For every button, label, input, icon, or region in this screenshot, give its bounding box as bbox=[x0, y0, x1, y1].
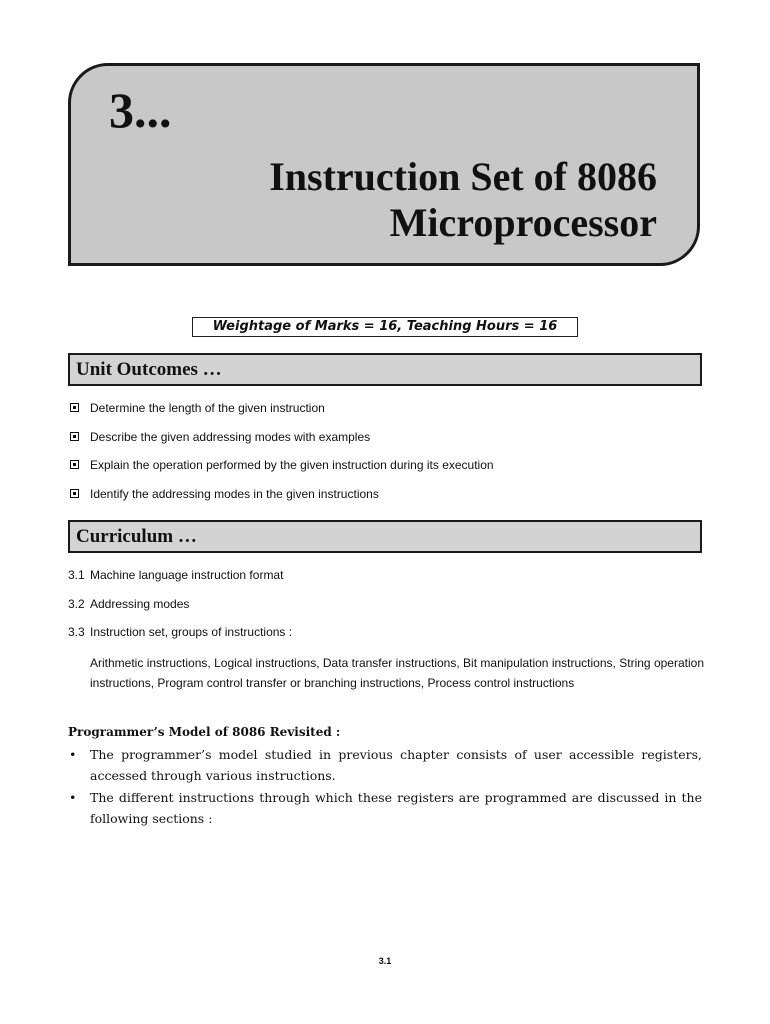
bullet-dot-icon: • bbox=[69, 747, 77, 762]
curriculum-heading: Curriculum … bbox=[68, 520, 702, 553]
curriculum-item: 3.1 Machine language instruction format bbox=[68, 568, 284, 582]
unit-outcomes-list bbox=[70, 400, 710, 514]
checkbox-bullet-icon bbox=[70, 489, 79, 498]
chapter-banner bbox=[68, 63, 700, 266]
curriculum-item: 3.2 Addressing modes bbox=[68, 596, 190, 611]
unit-outcomes-heading: Unit Outcomes … bbox=[68, 353, 702, 386]
chapter-title bbox=[137, 154, 657, 246]
checkbox-bullet-icon bbox=[70, 403, 79, 412]
section-title: Programmer’s Model of 8086 Revisited : bbox=[68, 725, 341, 739]
bullet-item: • The programmer’s model studied in previous chapter consists of user accessible registers, accessed through various instructions. bbox=[68, 744, 702, 786]
chapter-title-line1: Instruction Set of 8086 bbox=[269, 154, 657, 199]
outcome-item: Explain the operation performed by the given instruction during its execution bbox=[70, 457, 710, 486]
curriculum-list bbox=[68, 567, 704, 693]
chapter-number: 3... bbox=[109, 82, 172, 138]
outcome-item: Describe the given addressing modes with examples bbox=[70, 429, 710, 458]
bullet-item: • The different instructions through which these registers are programmed are discussed in the following sections : bbox=[68, 787, 702, 829]
weightage-box: Weightage of Marks = 16, Teaching Hours = 16 bbox=[192, 317, 578, 337]
page-number: 3.1 bbox=[378, 956, 392, 966]
programmers-model-section bbox=[68, 722, 702, 830]
chapter-title-line2: Microprocessor bbox=[389, 200, 657, 245]
outcome-item: Determine the length of the given instruction bbox=[70, 400, 710, 429]
curriculum-detail: Arithmetic instructions, Logical instructions, Data transfer instructions, Bit manipulation instructions, String operation instructions, Program control transfer or branching instructions, Process control instructions bbox=[90, 655, 704, 690]
checkbox-bullet-icon bbox=[70, 460, 79, 469]
checkbox-bullet-icon bbox=[70, 432, 79, 441]
bullet-dot-icon: • bbox=[69, 790, 77, 805]
outcome-item: Identify the addressing modes in the given instructions bbox=[70, 486, 710, 515]
curriculum-item: 3.3 Instruction set, groups of instructions : bbox=[68, 625, 293, 639]
